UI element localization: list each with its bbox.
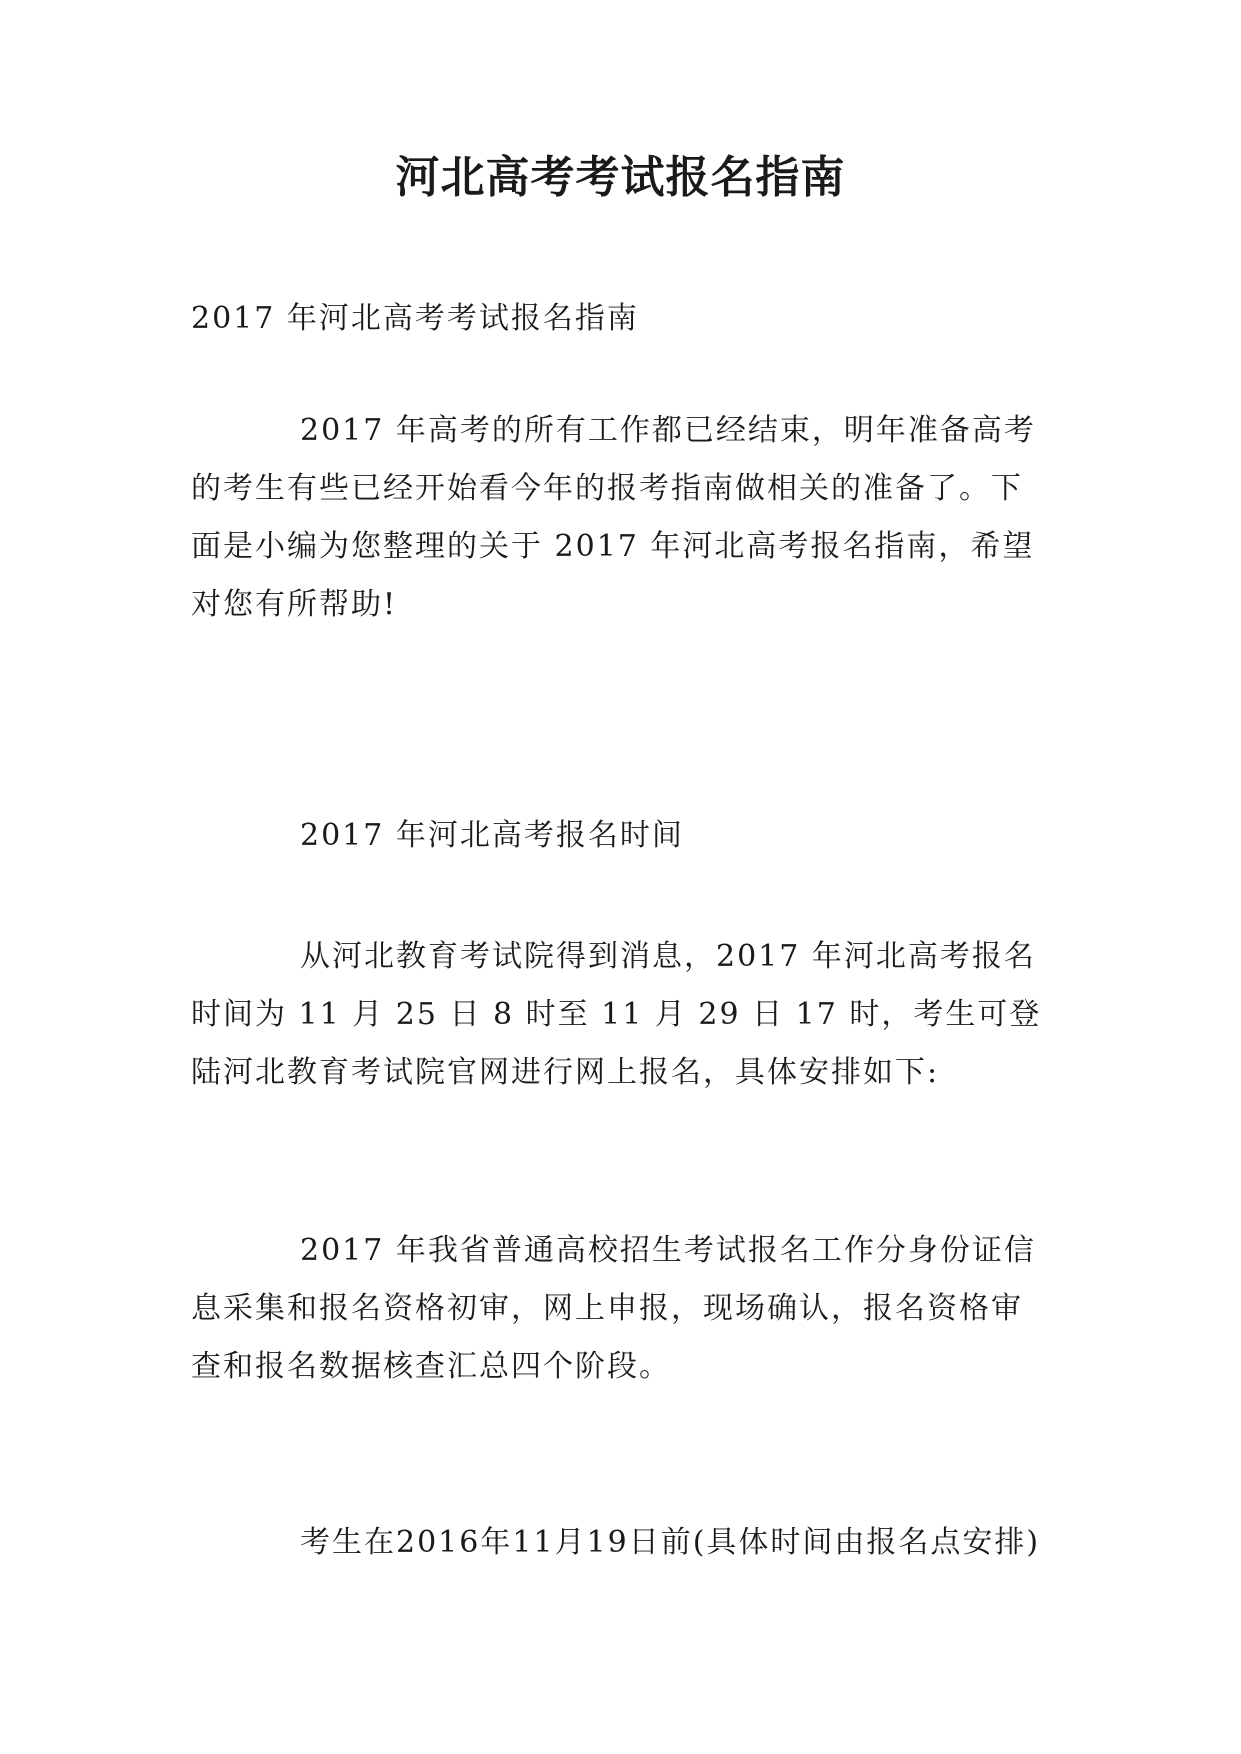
deadline-paragraph: 考生在2016年11月19日前(具体时间由报名点安排) <box>300 1525 1041 1560</box>
section-heading-registration-time: 2017 年河北高考报名时间 <box>300 818 684 853</box>
document-title: 河北高考考试报名指南 <box>395 152 846 203</box>
intro-paragraph: 2017 年高考的所有工作都已经结束，明年准备高考的考生有些已经开始看今年的报考指南做相关的准备了。下面是小编为您整理的关于 2017 年河北高考报名指南，希望对您有所帮助! <box>191 413 1036 622</box>
subtitle-paragraph: 2017 年河北高考考试报名指南 <box>191 301 639 336</box>
registration-time-paragraph: 从河北教育考试院得到消息，2017 年河北高考报名时间为 11 月 25 日 8 时至 11 月 29 日 17 时，考生可登陆河北教育考试院官网进行网上报名，具体安排如下: <box>191 939 1042 1090</box>
registration-stages-paragraph: 2017 年我省普通高校招生考试报名工作分身份证信息采集和报名资格初审，网上申报，现场确认，报名资格审查和报名数据核查汇总四个阶段。 <box>191 1233 1036 1384</box>
